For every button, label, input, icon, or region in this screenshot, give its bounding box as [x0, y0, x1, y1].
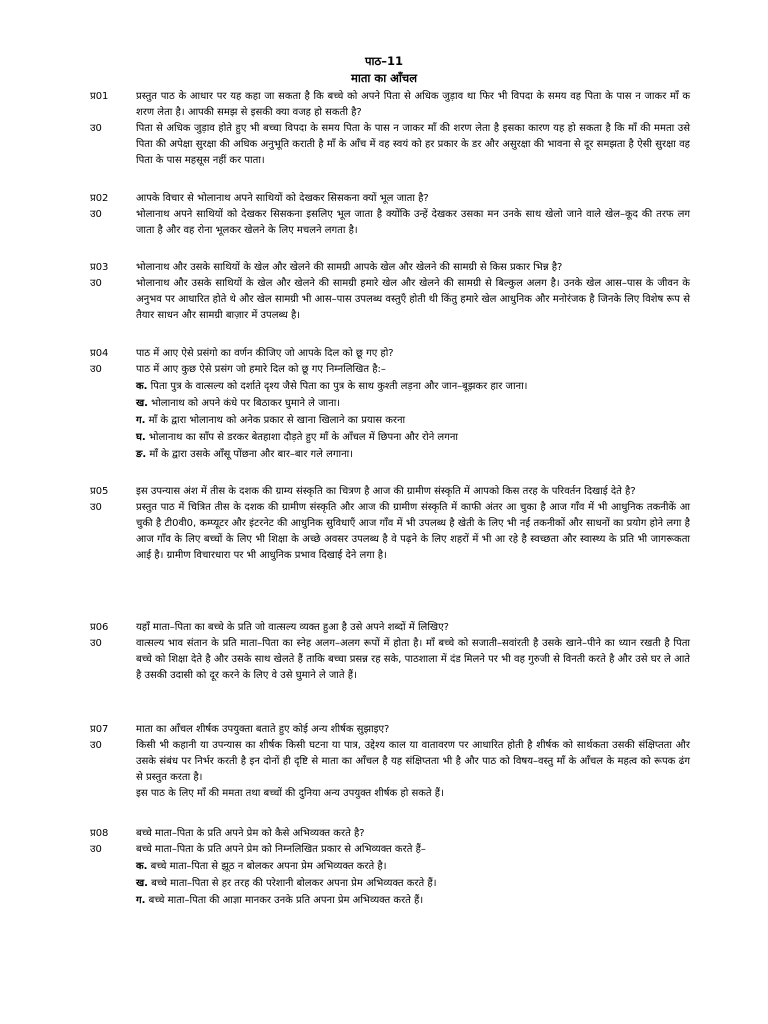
question-text: यहाँ माता–पिता का बच्चे के प्रति जो वात्सल्य व्यक्त हुआ है उसे अपने शब्दों में लिखिए?	[136, 622, 449, 633]
answer-row	[90, 276, 690, 324]
answer-row	[90, 207, 690, 239]
question-text: बच्चे माता–पिता के प्रति अपने प्रेम को कैसे अभिव्यक्त करते है?	[136, 828, 365, 839]
answer-row	[90, 738, 690, 802]
item-text: भोलानाथ को अपने कंधे पर बिठाकर घुमाने ले जाना।	[151, 398, 341, 409]
item-text: माँ के द्वारा उसके आँसू पोंछना और बार–बार गले लगाना।	[149, 449, 353, 460]
item-marker: ख.	[136, 878, 148, 889]
question-text: माता का आँचल शीर्षक उपयुक्ता बताते हुए कोई अन्य शीर्षक सुझाइए?	[136, 724, 390, 735]
question-row	[90, 89, 690, 121]
item-marker: ङ.	[136, 449, 147, 460]
question-label: प्र05	[90, 486, 109, 497]
answer-row	[90, 636, 690, 684]
list-item	[90, 892, 690, 909]
answer-row	[90, 121, 690, 169]
item-marker: ग.	[136, 895, 146, 906]
answer-text: बच्चे माता–पिता के प्रति अपने प्रेम को निम्नलिखित प्रकार से अभिव्यक्त करते हैं–	[136, 844, 426, 855]
answer-row	[90, 842, 690, 858]
answer-label: उ0	[90, 278, 102, 289]
list-item	[90, 429, 690, 446]
question-row	[90, 260, 690, 276]
answer-label: उ0	[90, 638, 102, 649]
qa-block-1	[90, 89, 690, 169]
list-item	[90, 395, 690, 412]
question-row	[90, 620, 690, 636]
question-label: प्र08	[90, 828, 109, 839]
qa-block-5	[90, 484, 690, 564]
question-row	[90, 484, 690, 500]
question-label: प्र07	[90, 724, 109, 735]
lesson-number: पाठ–11	[365, 54, 403, 68]
item-marker: ख.	[136, 398, 148, 409]
question-text: आपके विचार से भोलानाथ अपने साथियों को देखकर सिसकना क्यों भूल जाता है?	[136, 193, 429, 204]
item-marker: क.	[136, 861, 148, 872]
answer-row	[90, 500, 690, 564]
answer-label: उ0	[90, 740, 102, 751]
item-text: भोलानाथ का साँप से डरकर बेतहाशा दौड़ते हुए माँ के आँचल में छिपना और रोने लगना	[148, 432, 458, 443]
question-row	[90, 191, 690, 207]
list-item	[90, 446, 690, 463]
answer-label: उ0	[90, 844, 102, 855]
answer-row	[90, 362, 690, 378]
answer-label: उ0	[90, 123, 102, 134]
question-text: इस उपन्यास अंश में तीस के दशक की ग्राम्य संस्कृति का चित्रण है आज की ग्रामीण संस्कृति में आपको किस तरह के परिवर्तन दिखाई देते है?	[136, 486, 636, 497]
answer-text: वात्सल्य भाव संतान के प्रति माता–पिता का स्नेह अलग–अलग रूपों में होता है। माँ बच्चे को सजाती–सवांरती है उसके खाने–पीने का ध्यान रखती है पिता बच्चे को शिक्षा देते है और उसके साथ खेलते हैं ताकि बच्चा प्रसन्न रह सके, पाठशाला में दंड मिलने पर भी वह गुरुजी से विनती करते है और उसे घर ले आते है उसकी उदासी को दूर करने के लिए वे उसे घुमाने ले जाते हैं।	[136, 638, 690, 681]
qa-block-8	[90, 826, 690, 909]
question-label: प्र02	[90, 193, 109, 204]
qa-block-4	[90, 346, 690, 463]
qa-block-6	[90, 620, 690, 684]
item-text: बच्चे माता–पिता की आज्ञा मानकर उनके प्रति अपना प्रेम अभिव्यक्त करते हैं।	[148, 895, 424, 906]
item-text: बच्चे माता–पिता से हर तरह की परेशानी बोलकर अपना प्रेम अभिव्यक्त करते हैं।	[151, 878, 437, 889]
list-item	[90, 378, 690, 395]
item-marker: घ.	[136, 432, 146, 443]
question-row	[90, 826, 690, 842]
item-marker: ग.	[136, 415, 146, 426]
answer-text: पाठ में आए कुछ ऐसे प्रसंग जो हमारे दिल को छू गए निम्नलिखित है:–	[136, 364, 386, 375]
question-text: प्रस्तुत पाठ के आधार पर यह कहा जा सकता है कि बच्चे को अपने पिता से अधिक जुड़ाव था फिर भी विपदा के समय वह पिता के पास न जाकर माँ क शरण लेता है। आपकी समझ से इसकी क्या वजह हो सकती है?	[136, 91, 690, 118]
question-text: पाठ में आए ऐसे प्रसंगो का वर्णन कीजिए जो आपके दिल को छू गए हो?	[136, 348, 394, 359]
question-label: प्र03	[90, 262, 109, 273]
item-text: पिता पुत्र के वात्सल्य को दर्शाते दृश्य जैसे पिता का पुत्र के साथ कुश्ती लड़ना और जान–बूझकर हार जाना।	[150, 381, 528, 392]
question-label: प्र01	[90, 91, 109, 102]
lesson-title: माता का आँचल	[350, 71, 418, 85]
answer-text: पिता से अधिक जुड़ाव होते हुए भी बच्चा विपदा के समय पिता के पास न जाकर माँ की शरण लेता है इसका कारण यह हो सकता है कि माँ की ममता उसे पिता की अपेक्षा सुरक्षा की अधिक अनुभूति कराती है माँ के आँच में वह स्वयं को हर प्रकार के डर और असुरक्षा की भावना से दूर समझता है ऐसी सुरक्षा वह पिता के पास महसूस नहीं कर पाता।	[136, 123, 690, 166]
question-row	[90, 346, 690, 362]
question-label: प्र04	[90, 348, 109, 359]
item-text: बच्चे माता–पिता से झूठ न बोलकर अपना प्रेम अभिव्यक्त करते है।	[150, 861, 387, 872]
answer-text: भोलानाथ और उसके साथियों के खेल और खेलने की सामग्री हमारे खेल और खेलने की सामग्री से बिल्कुल अलग है। उनके खेल आस–पास के जीवन के अनुभव पर आधारित होते थे और खेल सामग्री भी आस–पास उपलब्ध वस्तुएँ होती थी किंतु हमारे खेल आधुनिक और मनोरंजक है जिनके लिए विशेष रूप से तैयार साधन और सामग्री बाज़ार में उपलब्ध है।	[136, 278, 690, 321]
answer-label: उ0	[90, 364, 102, 375]
qa-block-2	[90, 191, 690, 239]
answer-text: भोलानाथ अपने साथियों को देखकर सिसकना इसलिए भूल जाता है क्योंकि उन्हें देखकर उसका मन उनके साथ खेलो जाने वाले खेल–कूद की तरफ लग जाता है और वह रोना भूलकर खेलने के लिए मचलने लगता है।	[136, 209, 690, 236]
answer-label: उ0	[90, 502, 102, 513]
list-item	[90, 858, 690, 875]
question-label: प्र06	[90, 622, 109, 633]
item-text: माँ के द्वारा भोलानाथ को अनेक प्रकार से खाना खिलाने का प्रयास करना	[148, 415, 406, 426]
qa-block-3	[90, 260, 690, 324]
list-item	[90, 875, 690, 892]
answer-text: प्रस्तुत पाठ में चित्रित तीस के दशक की ग्रामीण संस्कृति और आज की ग्रामीण संस्कृति में काफी अंतर आ चुका है आज गाँव में भी आधुनिक तकनीकें आ चुकी है टी0वी0, कम्प्यूटर और इंटरनेट की आधुनिक सुविधाएँ आज गाँव में भी उपलब्ध है खेती के लिए भी नई तकनीकों और साधनों का प्रयोग होने लगा है आज गाँव के लिए बच्चों के लिए भी शिक्षा के अच्छे अवसर उपलब्ध है वे पढ़ने के लिए शहरों में भी आ रहे है स्वच्छता और स्वास्थ्य के प्रति भी जागरूकता आई है। ग्रामीण विचारधारा पर भी आधुनिक प्रभाव दिखाई देने लगा है।	[136, 502, 690, 561]
list-item	[90, 412, 690, 429]
qa-block-7	[90, 722, 690, 802]
item-marker: क.	[136, 381, 148, 392]
answer-label: उ0	[90, 209, 102, 220]
answer-text: किसी भी कहानी या उपन्यास का शीर्षक किसी घटना या पात्र, उद्देश्य काल या वातावरण पर आधारित होती है शीर्षक को सार्थकता उसकी संक्षिप्तता और उसके संबंध पर निर्भर करती है इन दोनों ही दृष्टि से माता का आँचल है यह संक्षिप्तता भी है और पाठ को विषय–वस्तु माँ के आँचल के महत्व को रूपक ढंग से प्रस्तुत करता है। इस पाठ के लिए माँ की ममता तथा बच्चों की दुनिया अन्य उपयुक्त शीर्षक हो सकते हैं।	[136, 740, 690, 799]
question-text: भोलानाथ और उसके साथियों के खेल और खेलने की सामग्री आपके खेल और खेलने की सामग्री से किस प्रकार भिन्न है?	[136, 262, 563, 273]
question-row	[90, 722, 690, 738]
